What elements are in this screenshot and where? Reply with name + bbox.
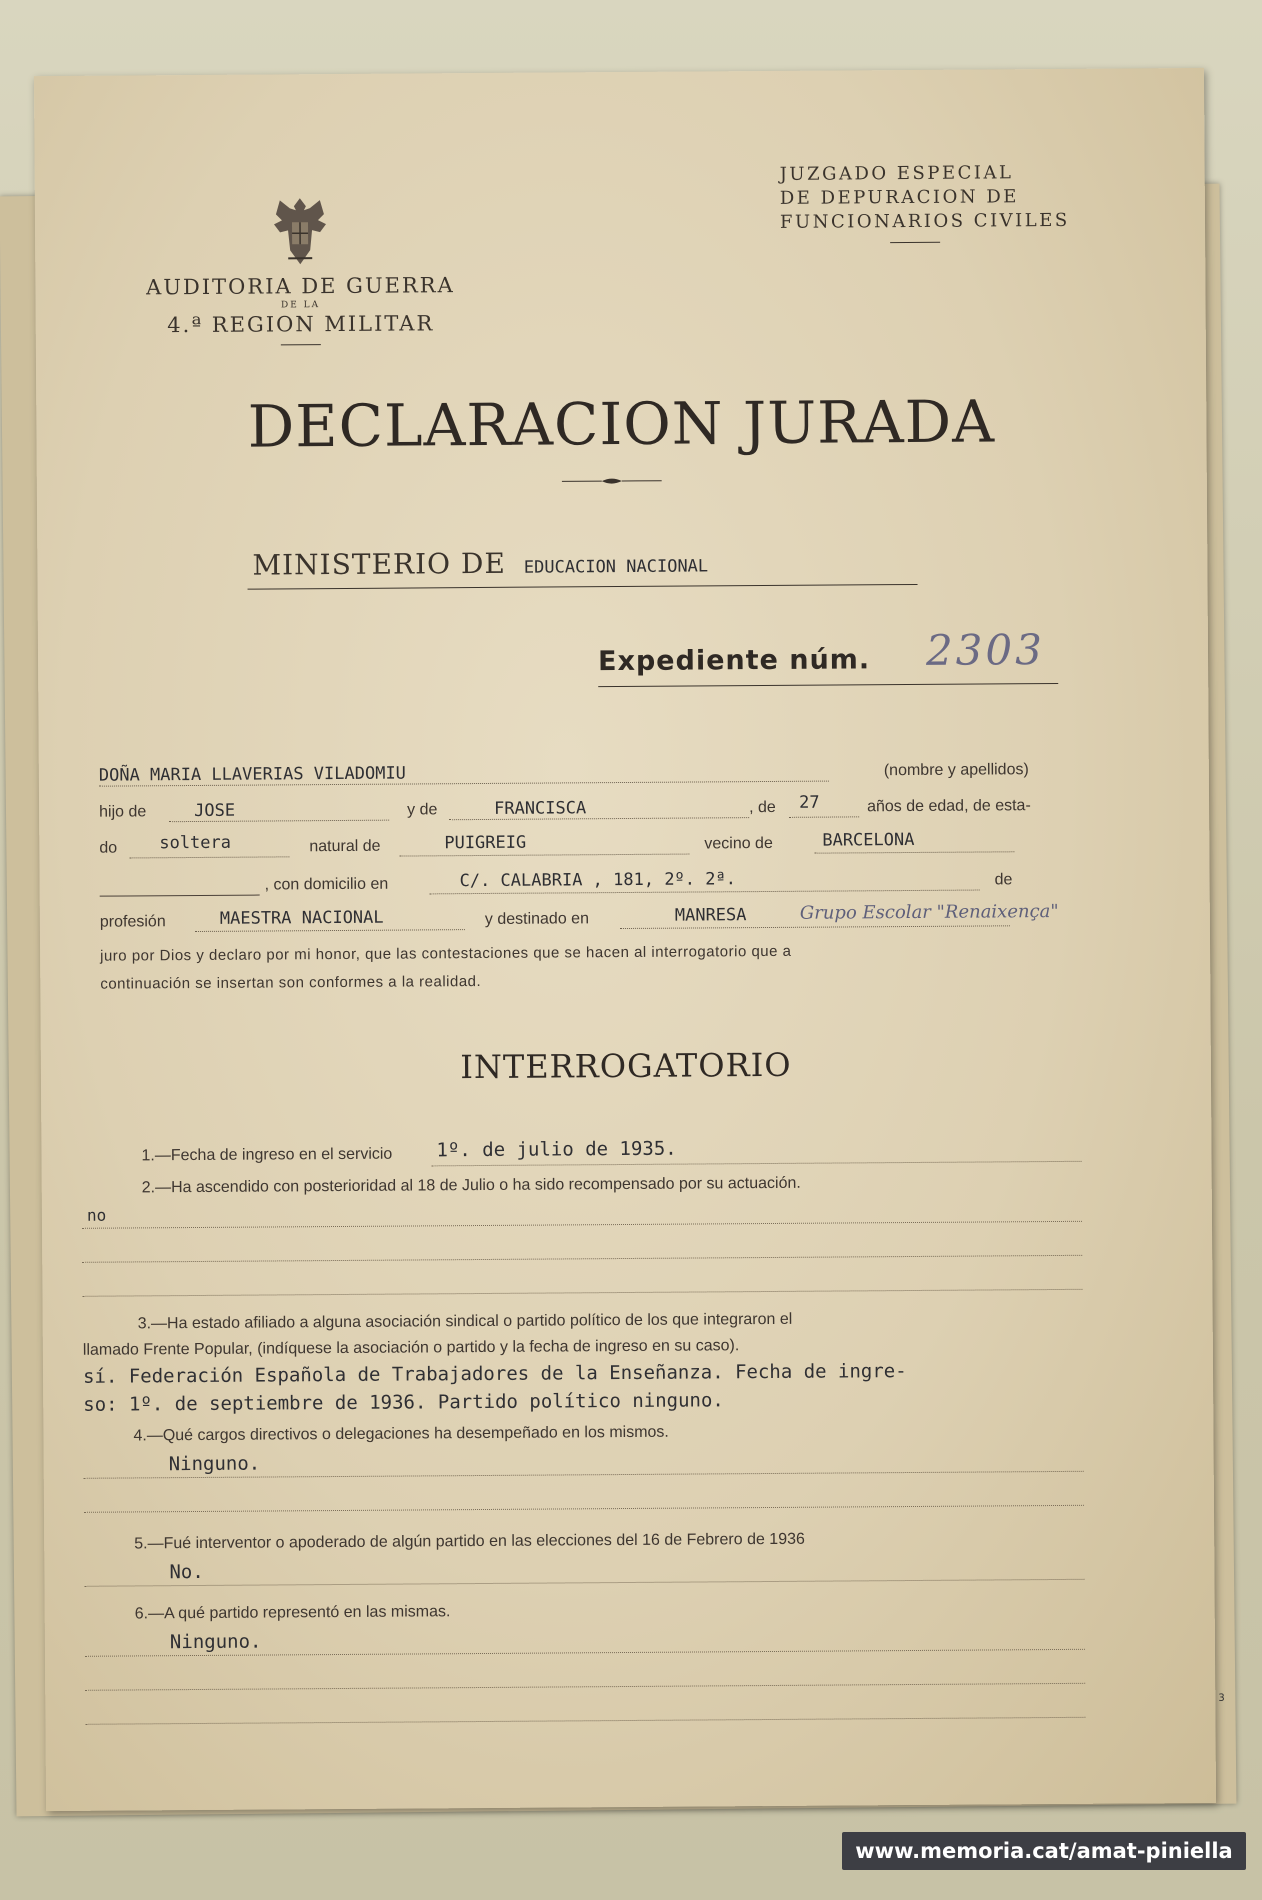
y-de-label: y de: [407, 801, 438, 819]
title-ornament: [562, 477, 662, 486]
question-5: 5.—Fué interventor o apoderado de algún partido en las elecciones del 16 de Febrero de 1936: [134, 1530, 805, 1553]
oath-line-1: juro por Dios y declaro por mi honor, que las contestaciones que se hacen al interrogatorio que a: [100, 942, 792, 965]
vecino-de-label: vecino de: [704, 834, 773, 853]
ministerio-line: [252, 545, 708, 581]
ministerio-label: MINISTERIO DE: [252, 546, 506, 582]
question-2: 2.—Ha ascendido con posterioridad al 18 de Julio o ha sido recompensado por su actuación.: [141, 1174, 801, 1197]
juzgado-letterhead: [780, 161, 1091, 244]
question-4: 4.—Qué cargos directivos o delegaciones ha desempeñado en los mismos.: [133, 1423, 669, 1445]
profession-row: [99, 900, 1140, 931]
oath-line-2: continuación se insertan son conformes a la realidad.: [100, 973, 482, 993]
answer-2: no: [86, 1205, 107, 1225]
declarant-name-row: [98, 758, 1139, 786]
edge-mark: 3: [1218, 1692, 1225, 1704]
expediente-number: 2303: [925, 625, 1046, 675]
destinado-label: y destinado en: [484, 910, 589, 928]
answer-3-line-2: so: 1º. de septiembre de 1936. Partido político ninguno.: [83, 1389, 724, 1416]
auditoria-line-1: AUDITORIA DE GUERRA: [146, 273, 455, 300]
expediente-rule: [598, 683, 1058, 687]
de-label: , de: [749, 798, 776, 817]
auditoria-line-2: DE LA: [280, 300, 321, 311]
juzgado-line-1: JUZGADO ESPECIAL: [779, 162, 1014, 185]
residence: BARCELONA: [822, 829, 915, 851]
name-suffix: (nombre y apellidos): [883, 761, 1029, 780]
address-row: [100, 868, 1140, 894]
profesion-label: profesión: [99, 913, 166, 931]
juzgado-line-3: FUNCIONARIOS CIVILES: [779, 209, 1070, 233]
auditoria-letterhead: [130, 193, 471, 346]
birthplace: PUIGREIG: [444, 832, 527, 854]
age-value: 27: [798, 792, 820, 813]
watermark-url: www.memoria.cat/amat-piniella: [842, 1832, 1246, 1870]
hijo-de-label: hijo de: [99, 803, 147, 821]
do-label: do: [99, 839, 118, 857]
juzgado-rule: [890, 242, 940, 243]
answer-5: No.: [169, 1560, 204, 1584]
address: C/. CALABRIA , 181, 2º. 2ª.: [459, 869, 736, 892]
parents-row: [99, 792, 1139, 822]
destination: MANRESA: [674, 905, 747, 926]
juzgado-line-2: DE DEPURACION DE: [779, 186, 1019, 209]
answer-3-line-1: sí. Federación Española de Trabajadores de la Enseñanza. Fecha de ingre-: [82, 1360, 907, 1388]
age-suffix: años de edad, de esta-: [867, 797, 1031, 816]
domicilio-label: , con domicilio en: [264, 875, 389, 894]
auditoria-rule: [281, 344, 321, 345]
question-3-line-1: 3.—Ha estado afiliado a alguna asociación sindical o partido político de los que integraron el: [137, 1310, 793, 1333]
answer-1: 1º. de julio de 1935.: [436, 1137, 677, 1162]
question-6: 6.—A qué partido representó en las mismas.: [134, 1603, 451, 1623]
civil-status: soltera: [159, 832, 232, 854]
father-name: JOSE: [194, 800, 236, 822]
profession: MAESTRA NACIONAL: [219, 907, 384, 929]
interrogatorio-heading: INTERROGATORIO: [460, 1045, 792, 1087]
answer-6: Ninguno.: [169, 1630, 262, 1654]
ministerio-rule: [248, 584, 918, 590]
mother-name: FRANCISCA: [494, 798, 587, 819]
question-3-line-2: llamado Frente Popular, (indíquese la asociación o partido y la fecha de ingreso en su caso).: [82, 1337, 740, 1359]
answer-4: Ninguno.: [168, 1452, 261, 1476]
declarant-name: DOÑA MARIA LLAVERIAS VILADOMIU: [98, 763, 406, 786]
auditoria-line-3: 4.ª REGION MILITAR: [167, 311, 435, 338]
eagle-crest-icon: [268, 194, 333, 270]
de-end-label: de: [994, 871, 1013, 889]
natural-de-label: natural de: [309, 837, 381, 856]
destination-handwritten: Grupo Escolar "Renaixença": [799, 900, 1059, 924]
expediente-label: Expediente núm.: [597, 644, 871, 678]
document-sheet: [34, 68, 1225, 1811]
document-title: DECLARACION JURADA: [247, 387, 996, 461]
ministerio-value: EDUCACION NACIONAL: [523, 556, 709, 578]
question-1: 1.—Fecha de ingreso en el servicio: [141, 1145, 393, 1165]
origin-row: [99, 829, 1139, 857]
